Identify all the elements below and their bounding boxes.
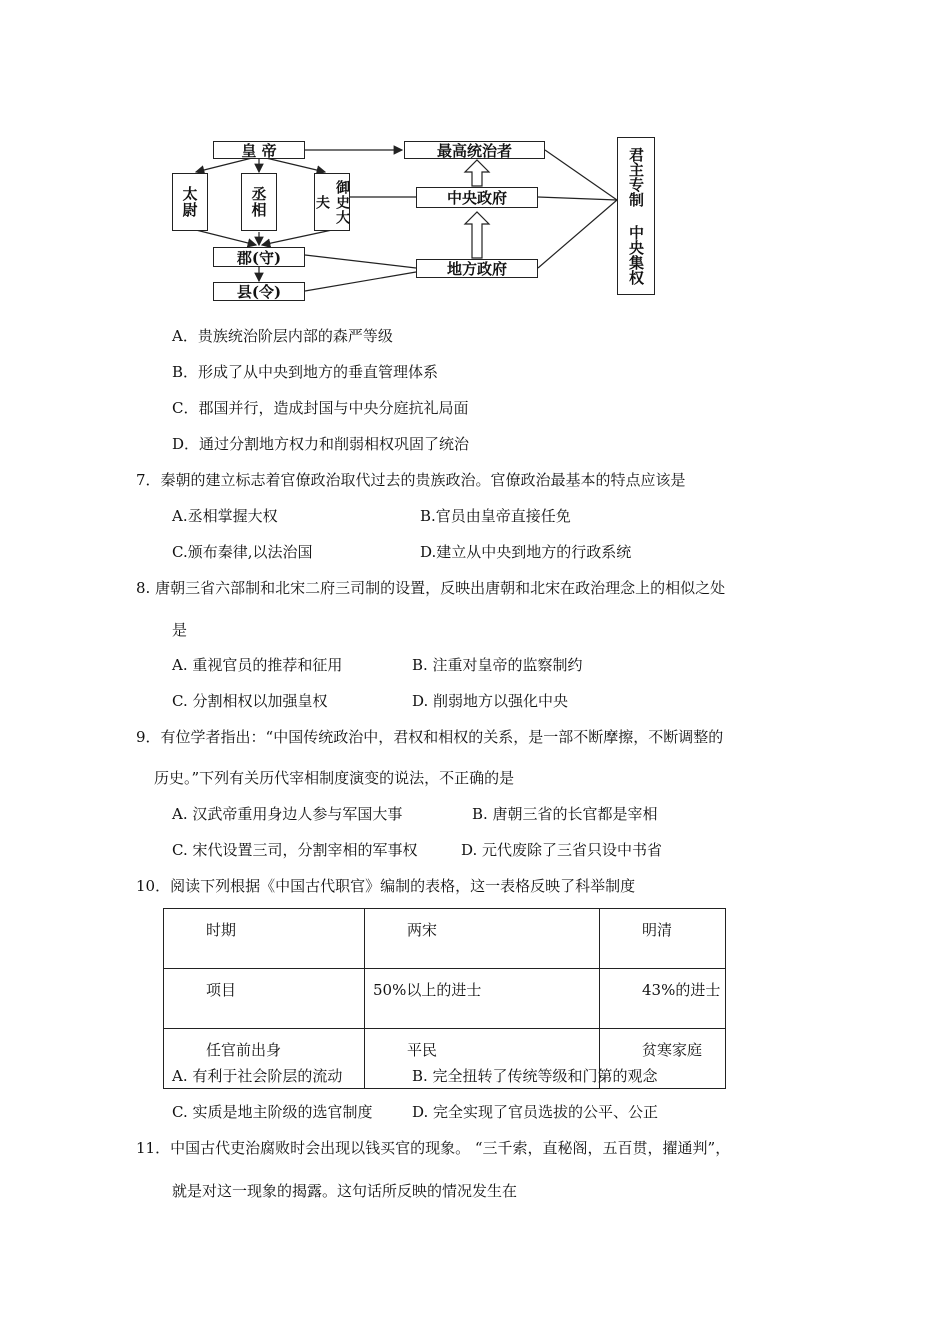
q11-stem-continued: 就是对这一现象的揭露。这句话所反映的情况发生在: [172, 1182, 518, 1200]
chengxiang-box: 丞相: [241, 173, 277, 231]
q7-option-c: C.颁布秦律,以法治国: [172, 543, 313, 561]
q8-option-d: D. 削弱地方以强化中央: [412, 692, 569, 710]
q7-option-b: B.官员由皇帝直接任免: [420, 507, 571, 525]
table-cell: 时期: [164, 909, 365, 969]
q7-option-a: A.丞相掌握大权: [172, 507, 278, 525]
q9-stem: 9．有位学者指出：“中国传统政治中，君权和相权的关系，是一部不断摩擦，不断调整的: [136, 728, 724, 746]
q6-option-c: C．郡国并行，造成封国与中央分庭抗礼局面: [172, 399, 469, 417]
table-row: [164, 909, 726, 969]
table-row: [164, 969, 726, 1029]
table-cell: 项目: [164, 969, 365, 1029]
table-cell: 两宋: [365, 909, 600, 969]
table-cell: 平民: [365, 1029, 600, 1089]
q8-option-b: B. 注重对皇帝的监察制约: [412, 656, 583, 674]
table-cell: 43%的进士: [600, 969, 726, 1029]
supreme-ruler-box: 最高统治者: [404, 141, 545, 159]
q8-option-a: A. 重视官员的推荐和征用: [172, 656, 343, 674]
table-cell: 任官前出身: [164, 1029, 365, 1089]
keju-data-table: [163, 908, 726, 1089]
q7-stem: 7．秦朝的建立标志着官僚政治取代过去的贵族政治。官僚政治最基本的特点应该是: [136, 471, 686, 489]
q10-option-c: C. 实质是地主阶级的选官制度: [172, 1103, 373, 1121]
commandery-box: 郡(守): [213, 247, 305, 267]
q9-option-a: A. 汉武帝重用身边人参与军国大事: [172, 805, 403, 823]
qin-political-structure-diagram: [0, 0, 950, 320]
q11-stem: 11．中国古代吏治腐败时会出现以钱买官的现象。 “三千索，直秘阁，五百贯，擢通判”，: [136, 1139, 731, 1157]
q8-option-c: C. 分割相权以加强皇权: [172, 692, 328, 710]
q6-option-d: D．通过分割地方权力和削弱相权巩固了统治: [172, 435, 470, 453]
emperor-box: 皇 帝: [213, 141, 305, 159]
q9-option-c: C. 宋代设置三司，分割宰相的军事权: [172, 841, 418, 859]
table-cell: 50%以上的进士: [365, 969, 600, 1029]
q10-option-d: D. 完全实现了官员选拔的公平、公正: [412, 1103, 659, 1121]
central-government-box: 中央政府: [416, 187, 538, 208]
q6-option-b: B．形成了从中央到地方的垂直管理体系: [172, 363, 439, 381]
q8-stem-continued: 是: [172, 621, 188, 639]
table-cell: 贫寒家庭: [600, 1029, 726, 1089]
local-government-box: 地方政府: [416, 259, 538, 278]
q9-stem-continued: 历史。”下列有关历代宰相制度演变的说法，不正确的是: [154, 769, 515, 787]
autocracy-centralization-box: 君主专制 中央集权: [617, 137, 655, 295]
q8-stem: 8. 唐朝三省六部制和北宋二府三司制的设置，反映出唐朝和北宋在政治理念上的相似之处: [136, 579, 726, 597]
q6-option-a: A．贵族统治阶层内部的森严等级: [172, 327, 393, 345]
q10-option-b: B. 完全扭转了传统等级和门第的观念: [412, 1067, 658, 1085]
q10-option-a: A. 有利于社会阶层的流动: [172, 1067, 343, 1085]
county-box: 县(令): [213, 282, 305, 301]
taiwei-box: 太尉: [172, 173, 208, 231]
yushi-dafu-box: 御史大夫: [314, 173, 350, 231]
q10-stem: 10．阅读下列根据《中国古代职官》编制的表格，这一表格反映了科举制度: [136, 877, 636, 895]
q9-option-d: D. 元代废除了三省只设中书省: [461, 841, 663, 859]
q9-option-b: B. 唐朝三省的长官都是宰相: [472, 805, 658, 823]
table-cell: 明清: [600, 909, 726, 969]
q7-option-d: D.建立从中央到地方的行政系统: [420, 543, 632, 561]
